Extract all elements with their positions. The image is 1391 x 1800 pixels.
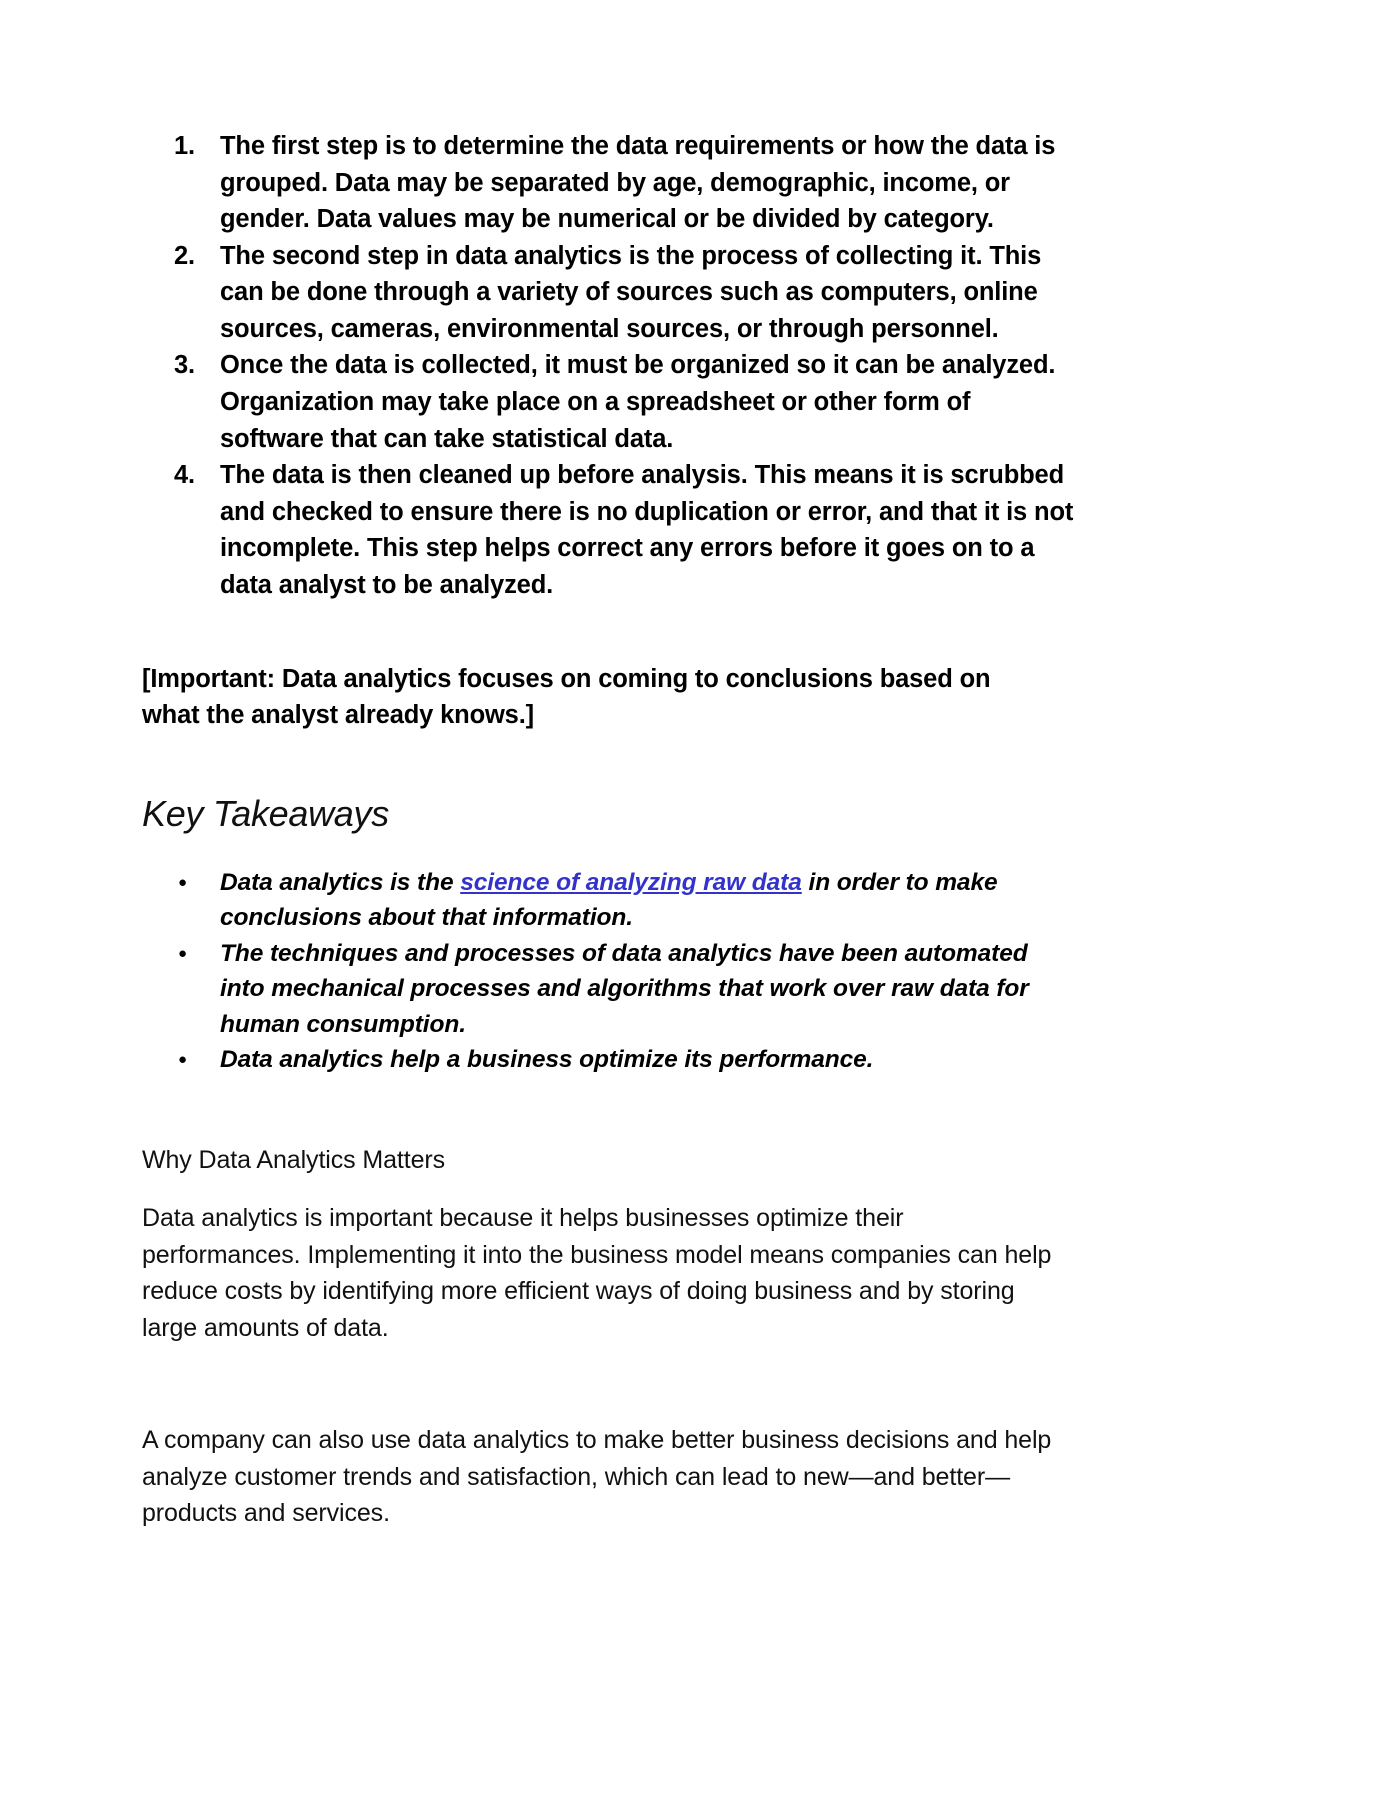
takeaway-text-prefix: Data analytics is the	[220, 868, 461, 896]
key-takeaways-heading: Key Takeaways	[142, 792, 389, 834]
science-of-analyzing-raw-data-link[interactable]: science of analyzing raw data	[460, 868, 802, 896]
list-item: ● Data analytics help a business optimize its performance.	[142, 1042, 1077, 1078]
numbered-steps-list	[142, 128, 1077, 604]
list-item: The first step is to determine the data requirements or how the data is grouped. Data may be separated by age, demographic, income, or gender. Data values may be numerical or be divided by category.	[220, 132, 1056, 234]
body-paragraph: Data analytics is important because it helps businesses optimize their performances. Implementing it into the business model means companies can help reduce costs by identifying more efficient ways of doing business and by storing large amounts of data.	[142, 1204, 1052, 1342]
list-item: The data is then cleaned up before analysis. This means it is scrubbed and checked to ensure there is no duplication or error, and that it is not incomplete. This step helps correct any errors before it goes on to a data analyst to be analyzed.	[220, 461, 1074, 599]
list-item	[142, 865, 1077, 936]
key-takeaways-list	[142, 865, 1077, 1078]
list-item: ● The techniques and processes of data analytics have been automated into mechanical processes and algorithms that work over raw data for human consumption.	[142, 936, 1077, 1043]
list-item: The second step in data analytics is the process of collecting it. This can be done through a variety of sources such as computers, online sources, cameras, environmental sources, or through personnel.	[220, 241, 1042, 343]
important-note: [Important: Data analytics focuses on coming to conclusions based on what the analyst already knows.]	[142, 664, 991, 730]
list-item: Once the data is collected, it must be organized so it can be analyzed. Organization may take place on a spreadsheet or other form of software that can take statistical data.	[220, 351, 1056, 453]
document-content	[142, 128, 1077, 1532]
why-data-analytics-matters-subtitle: Why Data Analytics Matters	[142, 1145, 446, 1174]
takeaway-text-suffix: in order to make conclusions about that information.	[220, 868, 998, 932]
body-paragraph: A company can also use data analytics to make better business decisions and help analyze customer trends and satisfaction, which can lead to new—and better—products and services.	[142, 1426, 1052, 1528]
